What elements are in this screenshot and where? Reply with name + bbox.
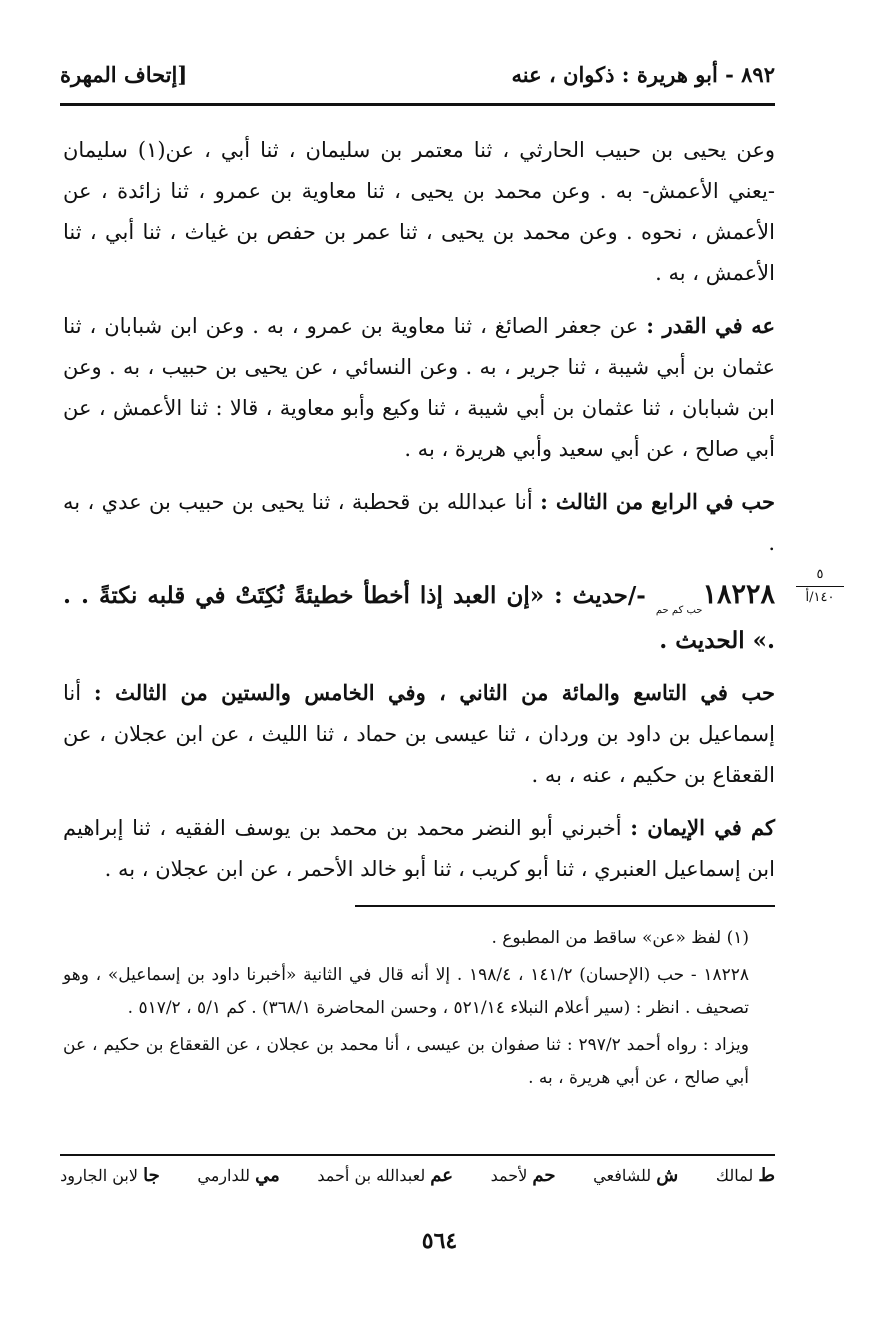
hadith-heading — [63, 575, 775, 661]
abbreviations-legend — [60, 1165, 775, 1195]
abbreviation-item: عم لعبدالله بن أحمد — [317, 1165, 454, 1186]
paragraph-1: وعن يحيى بن حبيب الحارثي ، ثنا معتمر بن سليمان ، ثنا أبي ، عن(١) سليمان -يعني الأعمش- به . وعن محمد بن يحيى ، ثنا معاوية بن عمرو ، ثنا زائدة ، عن الأعمش ، نحوه . وعن محمد بن يحيى ، ثنا عمر بن حفص بن غياث ، ثنا أبي ، ثنا الأعمش ، به . — [63, 138, 776, 285]
header-rule — [60, 103, 775, 106]
paragraph-5-lead: كم في الإيمان : — [630, 815, 775, 840]
abbreviations-rule — [60, 1154, 775, 1156]
running-header — [60, 62, 775, 94]
page-number: ٥٦٤ — [421, 1228, 458, 1254]
paragraph-4 — [63, 672, 775, 796]
abbreviation-item: ش للشافعي — [593, 1165, 679, 1186]
abbreviation-item: حم لأحمد — [490, 1165, 556, 1186]
paragraph-3-lead: حب في الرابع من الثالث : — [540, 489, 775, 514]
abbreviation-item: ط لمالك — [715, 1165, 775, 1186]
footnotes — [63, 922, 775, 1099]
footnote-3: ويزاد : رواه أحمد ٢٩٧/٢ : ثنا صفوان بن عيسى ، أنا محمد بن عجلان ، عن القعقاع بن حكيم ، عن أبي صالح ، عن أبي هريرة ، به . — [63, 1035, 749, 1088]
footnote-2: ١٨٢٢٨ - حب (الإحسان) ١٤١/٢ ، ١٩٨/٤ . إلا أنه قال في الثانية «أخبرنا داود بن إسماعيل» ، وهو تصحيف . انظر : (سير أعلام النبلاء ٥٢١/١٤ ، وحسن المحاضرة ٣٦٨/١) . كم ٥/١ ، ٥١٧/٢ . — [63, 965, 749, 1018]
abbreviation-item: مي للدارمي — [197, 1165, 280, 1186]
footnote-1: (١) لفظ «عن» ساقط من المطبوع . — [491, 928, 749, 948]
paragraph-4-text: أنا إسماعيل بن داود بن وردان ، ثنا عيسى بن حماد ، ثنا الليث ، عن ابن عجلان ، عن القعقاع بن حكيم ، عنه ، به . — [63, 681, 775, 787]
paragraph-5 — [63, 807, 775, 890]
main-text — [63, 130, 775, 901]
paragraph-2-text: عن جعفر الصائغ ، ثنا معاوية بن عمرو ، به . وعن ابن شبابان ، ثنا عثمان بن أبي شيبة ، ثنا جرير ، به . وعن النسائي ، عن يحيى بن حبيب ، به . وعن ابن شبابان ، ثنا عثمان بن أبي شيبة ، ثنا وكيع وأبو معاوية ، قالا : ثنا الأعمش ، عن أبي صالح ، عن أبي سعيد وأبي هريرة ، به . — [63, 314, 775, 461]
paragraph-3-text: أنا عبدالله بن قحطبة ، ثنا يحيى بن حبيب بن عدي ، به . — [63, 490, 775, 555]
paragraph-2-lead: عه في القدر : — [646, 313, 775, 338]
margin-note-top: ٥ — [816, 567, 824, 582]
paragraph-4-lead: حب في التاسع والمائة من الثاني ، وفي الخامس والستين من الثالث : — [93, 680, 775, 705]
abbreviation-item: جا لابن الجارود — [60, 1165, 160, 1186]
book-title: [إتحاف المهرة — [60, 62, 188, 87]
footnote-rule — [355, 905, 775, 907]
paragraph-2 — [63, 305, 775, 470]
paragraph-3 — [63, 481, 775, 564]
margin-note-bottom: ١٤٠/أ — [805, 590, 835, 605]
chapter-title: ٨٩٢ - أبو هريرة : ذكوان ، عنه — [511, 62, 775, 87]
paragraph-5-text: أخبرني أبو النضر محمد بن محمد بن يوسف الفقيه ، ثنا إبراهيم ابن إسماعيل العنبري ، ثنا أبو كريب ، ثنا أبو خالد الأحمر ، عن ابن عجلان ، به . — [63, 816, 775, 881]
hadith-sources: حب كم حم — [655, 605, 703, 616]
hadith-text: -/حديث : «إن العبد إذا أخطأ خطيئةً نُكِتَتْ في قلبه نكتةً . . .» الحديث . — [63, 582, 775, 654]
manuscript-folio-note — [792, 566, 848, 607]
hadith-number: ١٨٢٢٨ — [702, 579, 775, 610]
margin-note-line — [796, 586, 844, 587]
